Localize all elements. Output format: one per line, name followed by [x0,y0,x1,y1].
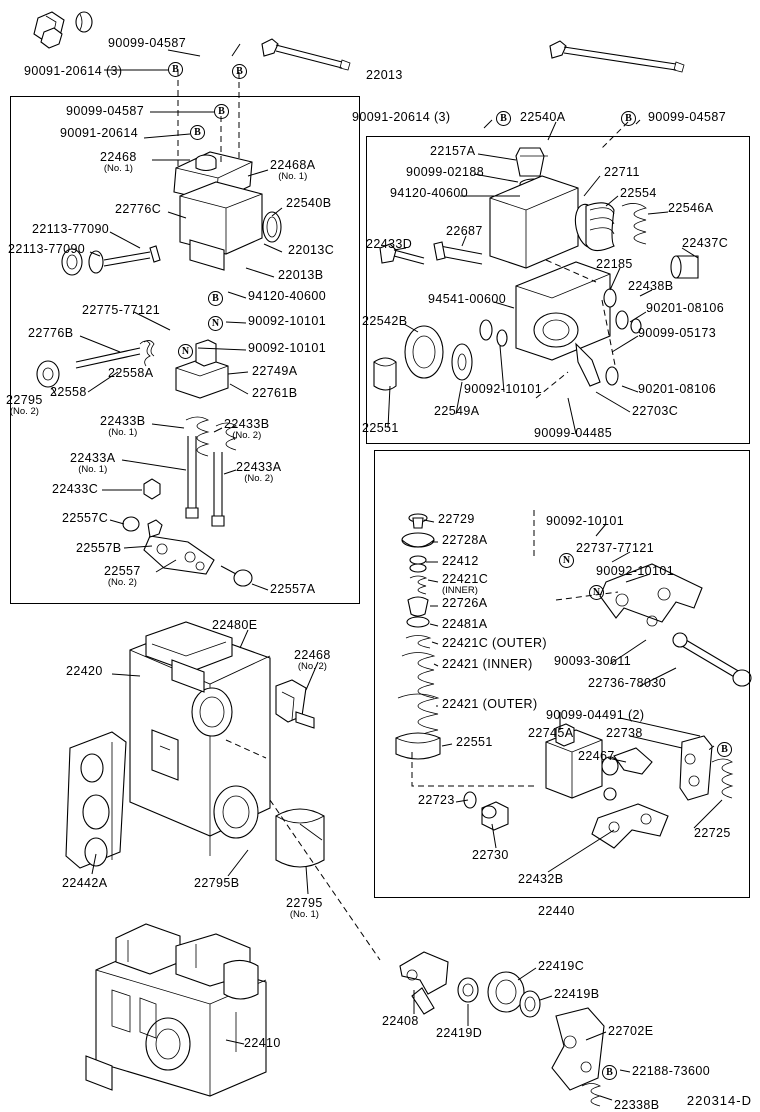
label-22420: 22420 [66,664,103,678]
label-22776b: 22776B [28,326,74,340]
label-22558a: 22558A [108,366,154,380]
label-22421-outer: 22421 (OUTER) [442,697,538,711]
label-90093-30611: 90093-30611 [554,654,632,668]
label-22433b-no1 [100,414,146,438]
label-22433b-no1-text: 22433B [100,414,146,428]
label-22761b: 22761B [252,386,298,400]
label-90091-20614-top: 90091-20614 (3) [24,64,123,78]
label-22013b: 22013B [278,268,324,282]
label-22480e: 22480E [212,618,258,632]
label-22412: 22412 [442,554,479,568]
label-22723: 22723 [418,793,455,807]
label-22557c: 22557C [62,511,109,525]
marker-b-6: B [496,111,511,126]
marker-b-9: B [602,1065,617,1080]
injection-pump-complete [86,924,266,1096]
label-22468-no2 [294,648,331,672]
label-90099-04485: 90099-04485 [534,426,613,440]
label-22776c: 22776C [115,202,162,216]
marker-b-5: B [208,291,223,306]
label-22795-no1 [286,896,323,920]
label-22795-no2-sub: (No. 2) [9,406,39,417]
marker-n-4: N [589,585,604,600]
label-22558: 22558 [50,385,87,399]
label-22542b: 22542B [362,314,408,328]
label-22113-77090-a: 22113-77090 [32,222,110,236]
label-22795-no2-text: 22795 [6,393,43,407]
label-22433a-no2-sub: (No. 2) [244,473,274,484]
label-22421c-inner-text: 22421C [442,572,489,586]
label-22157a: 22157A [430,144,476,158]
label-22013c: 22013C [288,243,335,257]
marker-n-1: N [208,316,223,331]
pump-housing [66,622,380,960]
label-22421-inner: 22421 (INNER) [442,657,533,671]
label-22185: 22185 [596,257,633,271]
bottom-right-parts [400,952,604,1106]
label-22726a: 22726A [442,596,488,610]
label-90092-10101-e: 90092-10101 [596,564,675,578]
label-22419c: 22419C [538,959,585,973]
marker-n-2: N [178,344,193,359]
label-90092-10101-b: 90092-10101 [248,341,327,355]
label-22736-78030: 22736-78030 [588,676,667,690]
label-22419b: 22419B [554,987,600,1001]
label-22775-77121: 22775-77121 [82,303,161,317]
marker-b-7: B [621,111,636,126]
label-90099-04587-a: 90099-04587 [66,104,145,118]
label-22433a-no1-sub: (No. 1) [78,464,108,475]
label-22795b: 22795B [194,876,240,890]
label-22467: 22467 [578,749,615,763]
label-22551-lower: 22551 [456,735,493,749]
label-22687: 22687 [446,224,483,238]
label-22795-no2 [6,393,43,417]
label-22421c-inner [442,572,488,596]
label-90091-20614-a: 90091-20614 [60,126,139,140]
label-22433d: 22433D [366,237,413,251]
label-90091-20614-b: 90091-20614 (3) [352,110,451,124]
label-94120-40600-right: 94120-40600 [390,186,469,200]
diagram-footer-code: 220314-D [686,1093,752,1108]
label-22749a: 22749A [252,364,298,378]
label-22557a: 22557A [270,582,316,596]
label-90201-08106-a: 90201-08106 [646,301,725,315]
label-22468-no1-text: 22468 [100,150,137,164]
label-22421c-outer: 22421C (OUTER) [442,636,547,650]
label-22013: 22013 [366,68,403,82]
label-22546a: 22546A [668,201,714,215]
label-22729: 22729 [438,512,475,526]
label-90092-10101-c: 90092-10101 [464,382,543,396]
label-22433a-no2-text: 22433A [236,460,282,474]
label-22433a-no1 [70,451,116,475]
marker-b-3: B [214,104,229,119]
label-22421c-inner-sub: (INNER) [442,585,478,596]
label-22433b-no1-sub: (No. 1) [108,427,138,438]
label-22557-no2-text: 22557 [104,564,141,578]
label-22549a: 22549A [434,404,480,418]
label-22554: 22554 [620,186,657,200]
label-90099-04587-top: 90099-04587 [108,36,187,50]
label-22703c: 22703C [632,404,679,418]
label-22557-no2 [104,564,141,588]
label-22188-73600: 22188-73600 [632,1064,711,1078]
frame-right-upper [366,136,750,444]
marker-n-3: N [559,553,574,568]
label-22728a: 22728A [442,533,488,547]
label-22795-no1-text: 22795 [286,896,323,910]
label-22468-no2-text: 22468 [294,648,331,662]
label-22338b: 22338B [614,1098,660,1112]
label-22410: 22410 [244,1036,281,1050]
label-22433b-no2-text: 22433B [224,417,270,431]
label-22442a: 22442A [62,876,108,890]
label-22711: 22711 [604,165,640,179]
label-94120-40600-left: 94120-40600 [248,289,327,303]
label-22468a-no1 [270,158,316,182]
label-22468a-no1-sub: (No. 1) [278,171,308,182]
label-90201-08106-b: 90201-08106 [638,382,717,396]
marker-b-2: B [232,64,247,79]
label-22737-77121: 22737-77121 [576,541,655,555]
label-22468a-no1-text: 22468A [270,158,316,172]
label-22433c: 22433C [52,482,99,496]
label-90092-10101-a: 90092-10101 [248,314,327,328]
label-22551-upper: 22551 [362,421,399,435]
label-22557b: 22557B [76,541,122,555]
label-22432b: 22432B [518,872,564,886]
label-22702e: 22702E [608,1024,654,1038]
label-94541-00600: 94541-00600 [428,292,507,306]
label-22795-no1-sub: (No. 1) [289,909,319,920]
label-22730: 22730 [472,848,509,862]
label-22419d: 22419D [436,1026,483,1040]
label-22468-no1-sub: (No. 1) [103,163,133,174]
label-22540b: 22540B [286,196,332,210]
label-22438b: 22438B [628,279,674,293]
label-22468-no1 [100,150,137,174]
label-22437c: 22437C [682,236,729,250]
marker-b-8: B [717,742,732,757]
label-22440: 22440 [538,904,575,918]
label-22433a-no2 [236,460,282,484]
label-22745a: 22745A [528,726,574,740]
marker-b-1: B [168,62,183,77]
label-22557-no2-sub: (No. 2) [107,577,137,588]
label-22433a-no1-text: 22433A [70,451,116,465]
label-90099-04587-b: 90099-04587 [648,110,727,124]
label-22468-no2-sub: (No. 2) [297,661,327,672]
label-22738: 22738 [606,726,643,740]
label-22725: 22725 [694,826,731,840]
label-22113-77090-b: 22113-77090 [8,242,86,256]
label-22433b-no2 [224,417,270,441]
label-22540a: 22540A [520,110,566,124]
label-22433b-no2-sub: (No. 2) [232,430,262,441]
label-22481a: 22481A [442,617,488,631]
label-90099-04491: 90099-04491 (2) [546,708,645,722]
label-90099-05173: 90099-05173 [638,326,717,340]
label-22408: 22408 [382,1014,419,1028]
label-90099-02188: 90099-02188 [406,165,485,179]
marker-b-4: B [190,125,205,140]
label-90092-10101-d: 90092-10101 [546,514,625,528]
